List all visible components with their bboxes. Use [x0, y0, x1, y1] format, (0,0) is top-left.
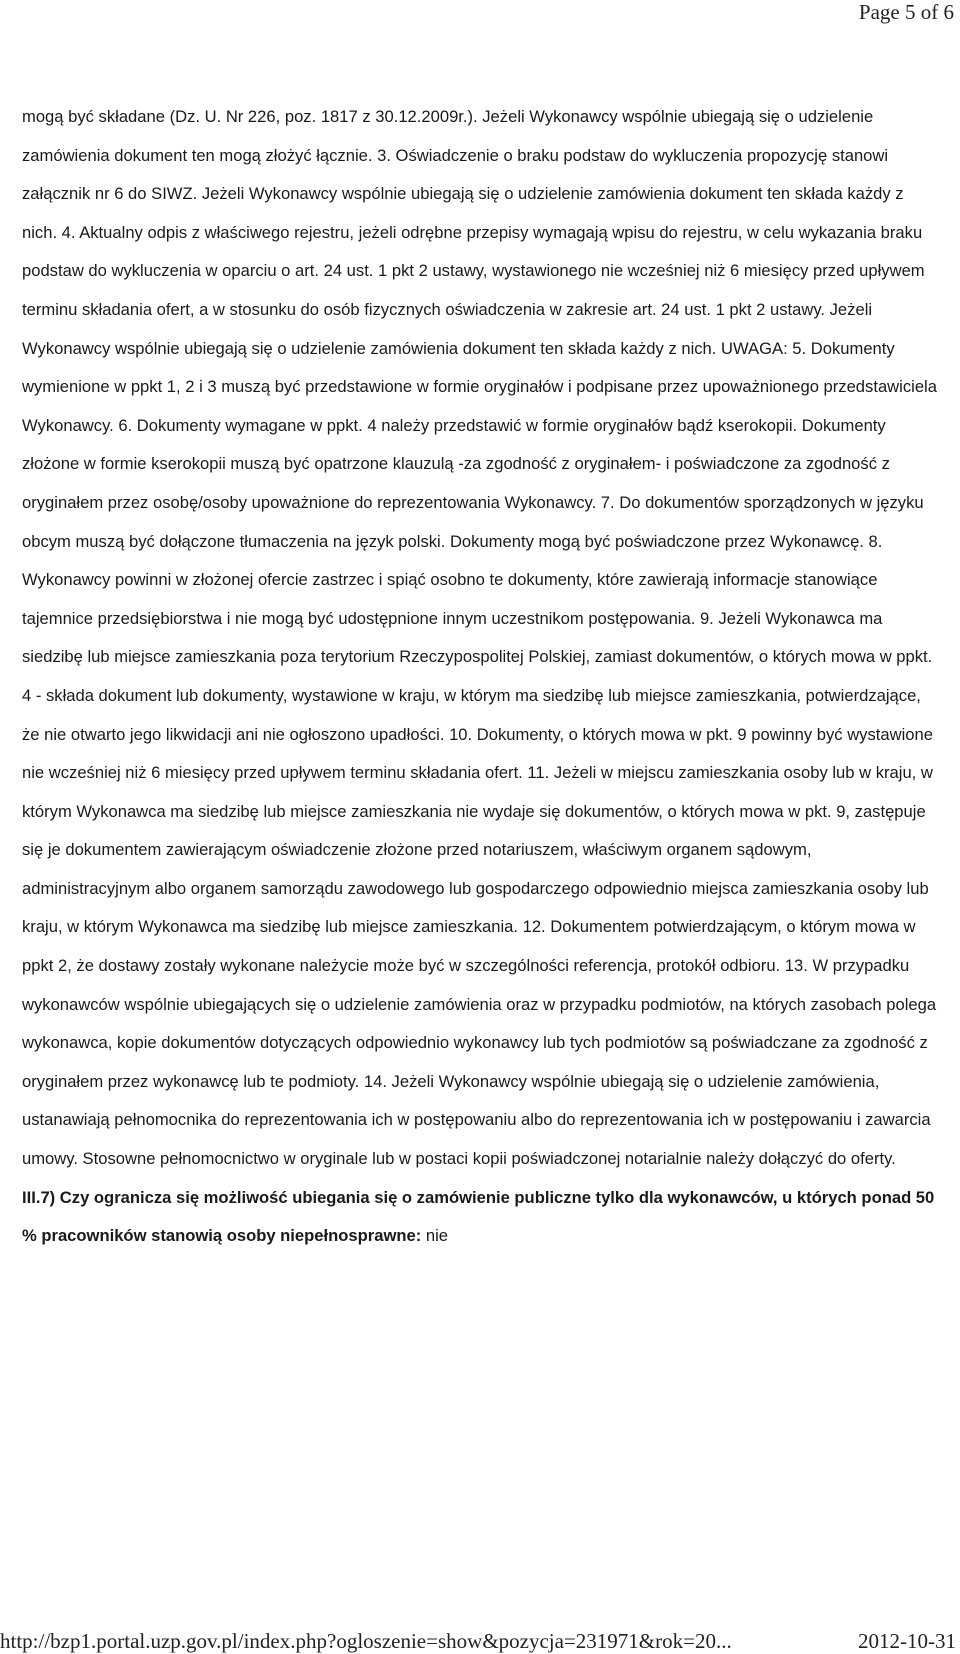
document-body — [22, 98, 942, 1256]
question-answer: nie — [425, 1226, 449, 1246]
section-question — [22, 1179, 942, 1256]
body-paragraph: mogą być składane (Dz. U. Nr 226, poz. 1817 z 30.12.2009r.). Jeżeli Wykonawcy wspólnie ubiegają się o udzielenie zamówienia dokument ten mogą złożyć łącznie. 3. Oświadczenie o braku podstaw do wykluczenia propozycję stanowi załącznik nr 6 do SIWZ. Jeżeli Wykonawcy wspólnie ubiegają się o udzielenie zamówienia dokument ten składa każdy z nich. 4. Aktualny odpis z właściwego rejestru, jeżeli odrębne przepisy wymagają wpisu do rejestru, w celu wykazania braku podstaw do wykluczenia w oparciu o art. 24 ust. 1 pkt 2 ustawy, wystawionego nie wcześniej niż 6 miesięcy przed upływem terminu składania ofert, a w stosunku do osób fizycznych oświadczenia w zakresie art. 24 ust. 1 pkt 2 ustawy. Jeżeli Wykonawcy wspólnie ubiegają się o udzielenie zamówienia dokument ten składa każdy z nich. UWAGA: 5. Dokumenty wymienione w ppkt 1, 2 i 3 muszą być przedstawione w formie oryginałów i podpisane przez upoważnionego przedstawiciela Wykonawcy. 6. Dokumenty wymagane w ppkt. 4 należy przedstawić w formie oryginałów bądź kserokopii. Dokumenty złożone w formie kserokopii muszą być opatrzone klauzulą -za zgodność z oryginałem- i poświadczone za zgodność z oryginałem przez osobę/osoby upoważnione do reprezentowania Wykonawcy. 7. Do dokumentów sporządzonych w języku obcym muszą być dołączone tłumaczenia na język polski. Dokumenty mogą być poświadczone przez Wykonawcę. 8. Wykonawcy powinni w złożonej ofercie zastrzec i spiąć osobno te dokumenty, które zawierają informacje stanowiące tajemnice przedsiębiorstwa i nie mogą być udostępnione innym uczestnikom postępowania. 9. Jeżeli Wykonawca ma siedzibę lub miejsce zamieszkania poza terytorium Rzeczypospolitej Polskiej, zamiast dokumentów, o których mowa w ppkt. 4 - składa dokument lub dokumenty, wystawione w kraju, w którym ma siedzibę lub miejsce zamieszkania, potwierdzające, że nie otwarto jego likwidacji ani nie ogłoszono upadłości. 10. Dokumenty, o których mowa w pkt. 9 powinny być wystawione nie wcześniej niż 6 miesięcy przed upływem terminu składania ofert. 11. Jeżeli w miejscu zamieszkania osoby lub w kraju, w którym Wykonawca ma siedzibę lub miejsce zamieszkania nie wydaje się dokumentów, o których mowa w pkt. 9, zastępuje się je dokumentem zawierającym oświadczenie złożone przed notariuszem, właściwym organem sądowym, administracyjnym albo organem samorządu zawodowego lub gospodarczego odpowiednio miejsca zamieszkania osoby lub kraju, w którym Wykonawca ma siedzibę lub miejsce zamieszkania. 12. Dokumentem potwierdzającym, o którym mowa w ppkt 2, że dostawy zostały wykonane należycie może być w szczególności referencja, protokół odbioru. 13. W przypadku wykonawców wspólnie ubiegających się o udzielenie zamówienia oraz w przypadku podmiotów, na których zasobach polega wykonawca, kopie dokumentów dotyczących odpowiednio wykonawcy lub tych podmiotów są poświadczane za zgodność z oryginałem przez wykonawcę lub te podmioty. 14. Jeżeli Wykonawcy wspólnie ubiegają się o udzielenie zamówienia, ustanawiają pełnomocnika do reprezentowania ich w postępowaniu albo do reprezentowania ich w postępowaniu i zawarcia umowy. Stosowne pełnomocnictwo w oryginale lub w postaci kopii poświadczonej notarialnie należy dołączyć do oferty. — [22, 107, 937, 1169]
question-label: III.7) Czy ogranicza się możliwość ubiegania się o zamówienie publiczne tylko dla wykonawców, u których ponad 50 % pracowników stanowią osoby niepełnosprawne: — [22, 1187, 935, 1246]
footer-date: 2012-10-31 — [858, 1629, 956, 1653]
page-number: Page 5 of 6 — [858, 0, 954, 24]
footer-url: http://bzp1.portal.uzp.gov.pl/index.php?ogloszenie=show&pozycja=231971&rok=20... — [0, 1629, 732, 1653]
